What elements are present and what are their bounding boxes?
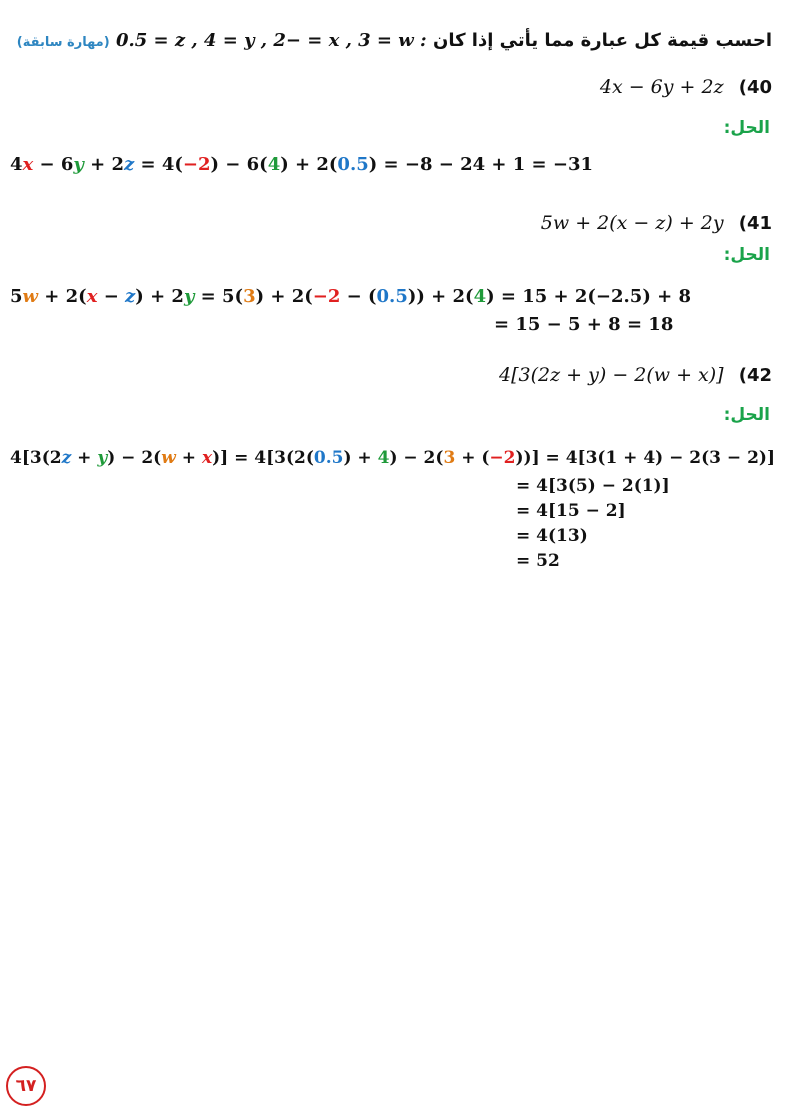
problem-instruction (9, 30, 772, 51)
problem-expression: 5w + 2(x − z) + 2y (540, 212, 724, 234)
problem-number: (41 (738, 213, 772, 234)
page-number: ٦٧ (6, 1066, 46, 1106)
prior-skill-label: (مهارة سابقة) (16, 35, 110, 50)
solution-42-line-2: = 4[3(5) − 2(1)] (516, 476, 670, 496)
solution-41-line-1: 5w + 2(x − z) + 2y = 5(3) + 2(−2 − (0.5)) + 2(4) = 15 + 2(−2.5) + 8 (10, 286, 691, 307)
solution-label: الحل: (723, 405, 770, 425)
problem-41 (541, 212, 772, 234)
problem-number: (40 (738, 77, 772, 98)
solution-42-line-1: 4[3(2z + y) − 2(w + x)] = 4[3(2(0.5) + 4) − 2(3 + (−2))] = 4[3(1 + 4) − 2(3 − 2)] (10, 448, 775, 468)
problem-expression: 4[3(2z + y) − 2(w + x)] (499, 364, 724, 386)
problem-42 (499, 364, 772, 386)
solution-42-line-3: = 4[15 − 2] (516, 501, 626, 521)
variable-values: 0.5 = z , 4 = y , 2− = x , 3 = w : (115, 30, 427, 51)
solution-42-line-5: = 52 (516, 551, 560, 571)
solution-label: الحل: (723, 245, 770, 265)
solution-41-line-2: = 15 − 5 + 8 = 18 (494, 314, 674, 335)
problem-expression: 4x − 6y + 2z (599, 76, 724, 98)
problem-number: (42 (738, 365, 772, 386)
solution-40-line-1: 4x − 6y + 2z = 4(−2) − 6(4) + 2(0.5) = −8 − 24 + 1 = −31 (10, 154, 594, 175)
problem-40 (600, 76, 772, 98)
solution-42-line-4: = 4(13) (516, 526, 588, 546)
instruction-text: احسب قيمة كل عبارة مما يأتي إذا كان (432, 30, 772, 51)
solution-label: الحل: (723, 118, 770, 138)
